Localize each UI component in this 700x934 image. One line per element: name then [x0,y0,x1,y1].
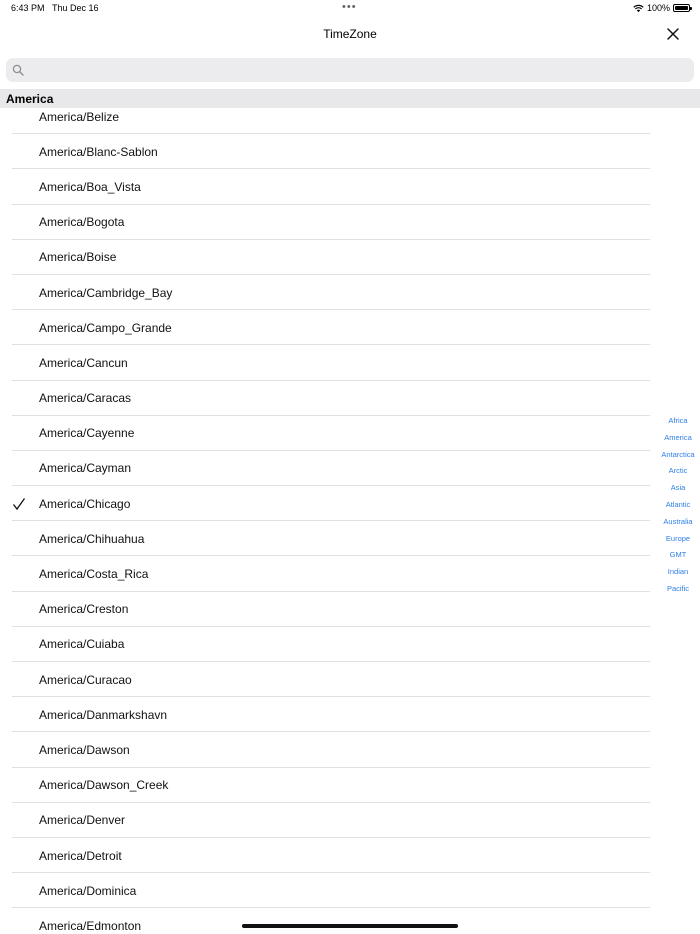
status-bar [0,0,700,16]
index-item[interactable]: America [664,432,692,442]
list-item-label: America/Campo_Grande [39,320,172,335]
index-item[interactable]: Arctic [668,466,688,476]
list-item[interactable] [0,486,700,521]
list-item[interactable] [0,240,700,275]
list-item-label: America/Cayman [39,461,132,476]
list-item-label: America/Cambridge_Bay [39,285,173,300]
search-input[interactable] [30,60,684,82]
list-item-label: America/Cayenne [39,426,135,441]
list-item-label: America/Detroit [39,848,122,863]
list-item-label: America/Chicago [39,496,131,511]
list-item[interactable] [0,662,700,697]
list-item-label: America/Edmonton [39,918,142,933]
battery-percent: 100% [646,3,670,13]
index-item[interactable]: Antarctica [661,449,695,459]
list-item[interactable] [0,908,700,934]
section-header-label: America [6,92,54,106]
list-item[interactable] [0,873,700,908]
list-item[interactable] [0,768,700,803]
section-index [656,413,700,598]
list-item[interactable] [0,205,700,240]
status-time: 6:43 PM [11,3,45,13]
section-header [0,89,700,108]
list-item-label: America/Curacao [39,672,132,687]
search-icon [12,64,24,76]
index-item[interactable]: Asia [670,483,686,493]
index-item[interactable]: Africa [668,416,688,425]
list-item[interactable] [0,416,700,451]
list-item[interactable] [0,556,700,591]
page-title: TimeZone [323,27,377,41]
list-item-label: America/Dawson [39,742,130,757]
list-item-label: America/Boa_Vista [39,179,141,194]
list-item-label: America/Dawson_Creek [39,778,169,793]
home-indicator[interactable] [242,924,458,928]
list-item[interactable] [0,381,700,416]
list-item[interactable] [0,451,700,486]
list-item[interactable] [0,627,700,662]
timezone-list [0,99,700,934]
list-item-label: America/Danmarkshavn [39,707,168,722]
search-bar[interactable] [6,58,694,82]
multitasking-dots-icon[interactable]: ••• [342,1,357,13]
list-item-label: America/Cancun [39,355,128,370]
list-item-label: America/Dominica [39,883,137,898]
list-item[interactable] [0,345,700,380]
list-item[interactable] [0,838,700,873]
list-item-label: America/Denver [39,813,126,828]
list-item[interactable] [0,592,700,627]
list-item[interactable] [0,521,700,556]
navigation-bar [0,16,700,52]
index-item[interactable]: Pacific [666,583,690,593]
index-item[interactable]: Australia [663,516,693,526]
close-icon[interactable] [666,27,680,41]
index-item[interactable]: Atlantic [665,499,691,509]
list-item[interactable] [0,169,700,204]
list-item[interactable] [0,134,700,169]
list-item-label: America/Boise [39,250,117,265]
list-item-label: America/Caracas [39,391,132,406]
list-item[interactable] [0,732,700,767]
status-right [633,3,690,13]
index-item[interactable]: Europe [665,533,691,543]
list-item-label: America/Belize [39,109,120,124]
status-date: Thu Dec 16 [52,3,99,13]
index-item[interactable]: Indian [667,567,689,577]
list-item-label: America/Blanc-Sablon [39,144,158,159]
list-item-label: America/Cuiaba [39,637,125,652]
index-item[interactable]: GMT [669,550,687,560]
list-item[interactable] [0,697,700,732]
list-item-label: America/Bogota [39,215,125,230]
list-item[interactable] [0,310,700,345]
wifi-icon [633,4,644,13]
list-item-label: America/Chihuahua [39,531,145,546]
battery-icon [673,4,690,12]
list-item-label: America/Creston [39,602,129,617]
list-item[interactable] [0,803,700,838]
list-item[interactable] [0,275,700,310]
checkmark-icon [12,497,26,511]
list-item-label: America/Costa_Rica [39,567,149,582]
